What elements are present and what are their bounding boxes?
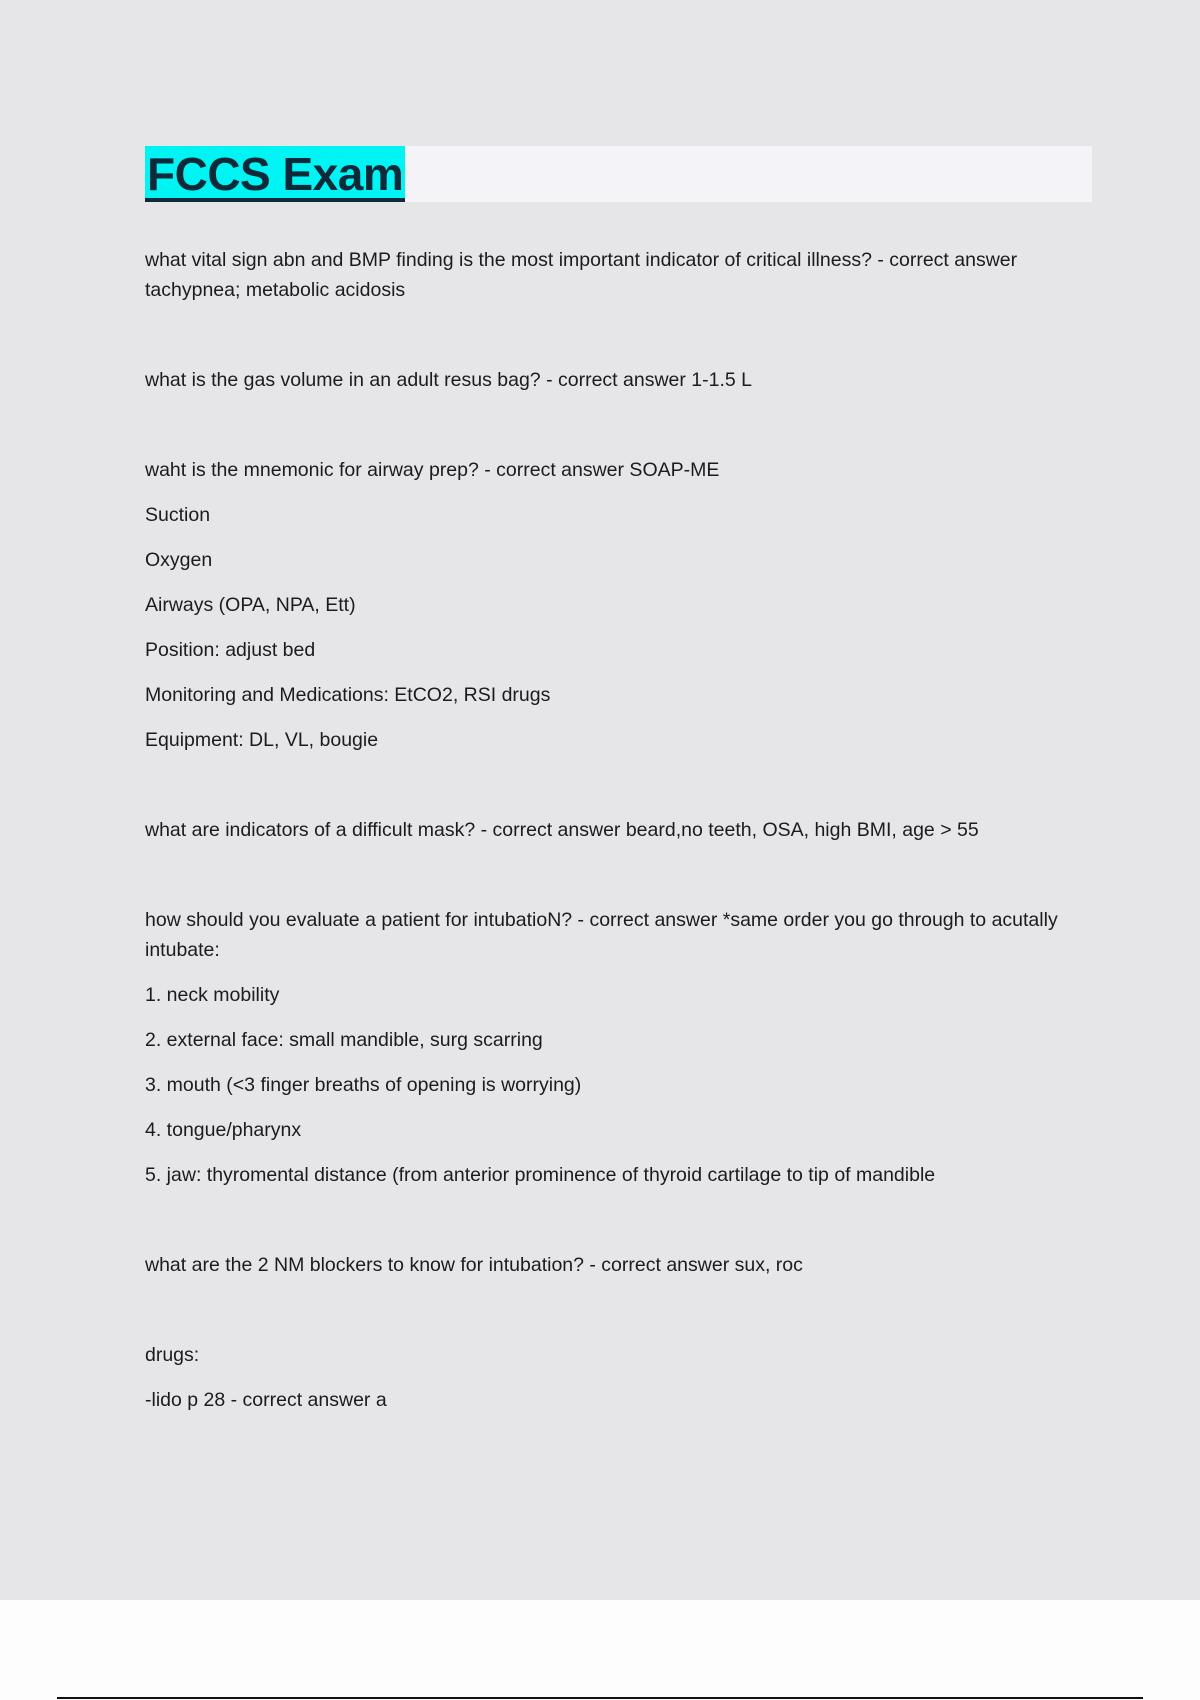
question-line: what are the 2 NM blockers to know for intubation? - correct answer sux, roc <box>145 1254 803 1276</box>
page-footer <box>0 1600 1200 1700</box>
question-line: waht is the mnemonic for airway prep? - correct answer SOAP-ME <box>145 459 720 481</box>
list-item: Monitoring and Medications: EtCO2, RSI drugs <box>145 684 551 706</box>
page-title: FCCS Exam <box>147 148 404 200</box>
list-item: 4. tongue/pharynx <box>145 1119 302 1141</box>
footer-divider <box>57 1697 1143 1699</box>
list-item: 5. jaw: thyromental distance (from anterior prominence of thyroid cartilage to tip of mandible <box>145 1164 936 1186</box>
question-line: what are indicators of a difficult mask? - correct answer beard,no teeth, OSA, high BMI, age > 55 <box>145 819 979 841</box>
document-content <box>145 245 1080 1415</box>
list-item: 3. mouth (<3 finger breaths of opening is worrying) <box>145 1074 582 1096</box>
list-item: Equipment: DL, VL, bougie <box>145 729 379 751</box>
question-line: how should you evaluate a patient for intubatioN? - correct answer *same order you go through to acutally intubate: <box>145 909 1058 961</box>
question-line: what vital sign abn and BMP finding is the most important indicator of critical illness? - correct answer tachypnea; metabolic acidosis <box>145 249 1018 301</box>
question-line: drugs: <box>145 1344 200 1366</box>
list-item: Airways (OPA, NPA, Ett) <box>145 594 356 616</box>
list-item: Position: adjust bed <box>145 639 316 661</box>
question-line: what is the gas volume in an adult resus bag? - correct answer 1-1.5 L <box>145 369 752 391</box>
list-item: 2. external face: small mandible, surg scarring <box>145 1029 543 1051</box>
list-item: -lido p 28 - correct answer a <box>145 1389 387 1411</box>
list-item: Suction <box>145 504 211 526</box>
list-item: Oxygen <box>145 549 213 571</box>
list-item: 1. neck mobility <box>145 984 280 1006</box>
